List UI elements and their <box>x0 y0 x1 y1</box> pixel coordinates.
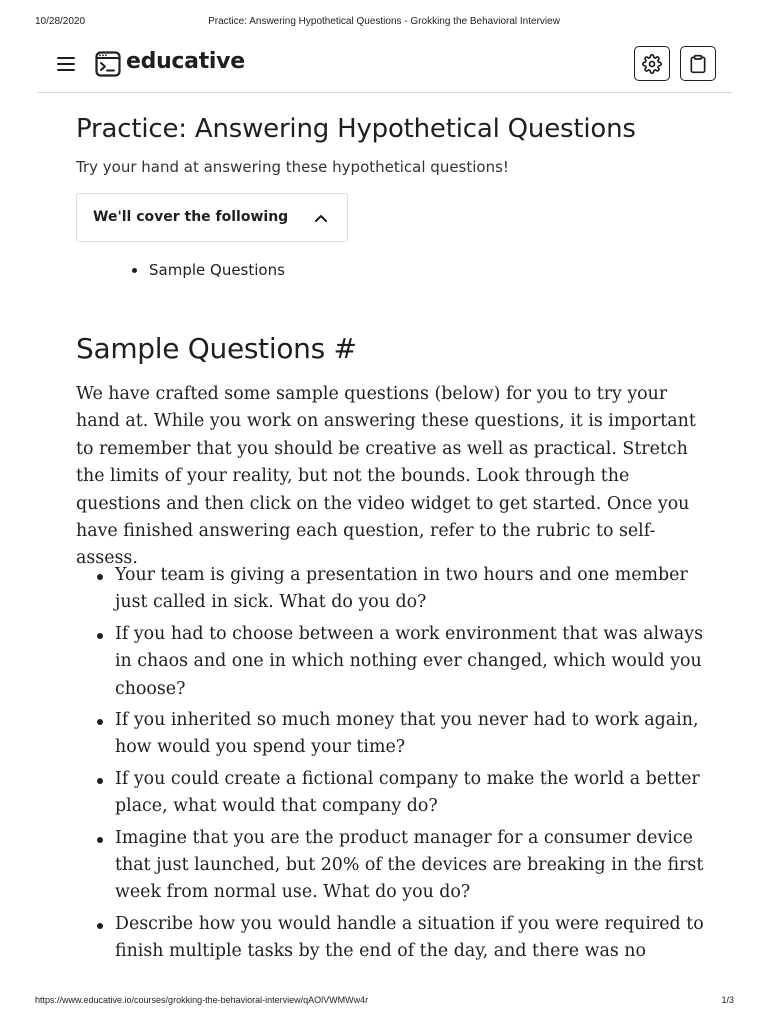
section-heading: Sample Questions # <box>76 332 357 365</box>
chevron-up-icon <box>314 211 328 225</box>
print-doc-title: Practice: Answering Hypothetical Questions - Grokking the Behavioral Interview <box>208 16 560 27</box>
print-footer <box>0 995 768 1009</box>
educative-logo-text[interactable]: educative <box>126 49 245 74</box>
clipboard-button[interactable] <box>680 46 716 81</box>
terminal-logo-icon[interactable] <box>95 51 121 77</box>
clipboard-icon <box>688 54 708 74</box>
settings-button[interactable] <box>634 46 670 81</box>
print-header <box>0 16 768 30</box>
toc-item-sample-questions[interactable]: Sample Questions <box>131 260 285 280</box>
page-subtitle: Try your hand at answering these hypothetical questions! <box>76 158 509 176</box>
list-item: If you could create a fictional company to make the world a better place, what would that company do? <box>96 766 706 821</box>
page-title: Practice: Answering Hypothetical Questions <box>76 114 636 144</box>
questions-list <box>96 562 706 970</box>
menu-icon[interactable] <box>57 57 75 71</box>
intro-paragraph: We have crafted some sample questions (below) for you to try your hand at. While you work on answering these questions, it is important to remember that you should be creative as well as practical. Stretch the limits of your reality, but not the bounds. Look through the questions and then click on the video widget to get started. Once you have finished answering each question, refer to the rubric to self-assess. <box>76 384 696 569</box>
toc-toggle[interactable] <box>76 193 348 242</box>
list-item: Imagine that you are the product manager for a consumer device that just launched, but 20% of the devices are breaking in the first week from normal use. What do you do? <box>96 825 706 907</box>
gear-icon <box>642 54 662 74</box>
list-item: Describe how you would handle a situation if you were required to finish multiple tasks by the end of the day, and there was no <box>96 911 706 966</box>
toc-list <box>131 260 285 280</box>
print-page-number: 1/3 <box>721 995 734 1005</box>
list-item: Your team is giving a presentation in two hours and one member just called in sick. What do you do? <box>96 562 706 617</box>
print-url: https://www.educative.io/courses/grokking-the-behavioral-interview/qAOlVWMWw4r <box>35 995 369 1005</box>
top-navigation-bar <box>37 38 732 93</box>
toc-label: We'll cover the following <box>93 209 289 225</box>
list-item: If you inherited so much money that you never had to work again, how would you spend your time? <box>96 707 706 762</box>
print-date: 10/28/2020 <box>35 16 86 27</box>
list-item: If you had to choose between a work environment that was always in chaos and one in which nothing ever changed, which would you choose? <box>96 621 706 703</box>
